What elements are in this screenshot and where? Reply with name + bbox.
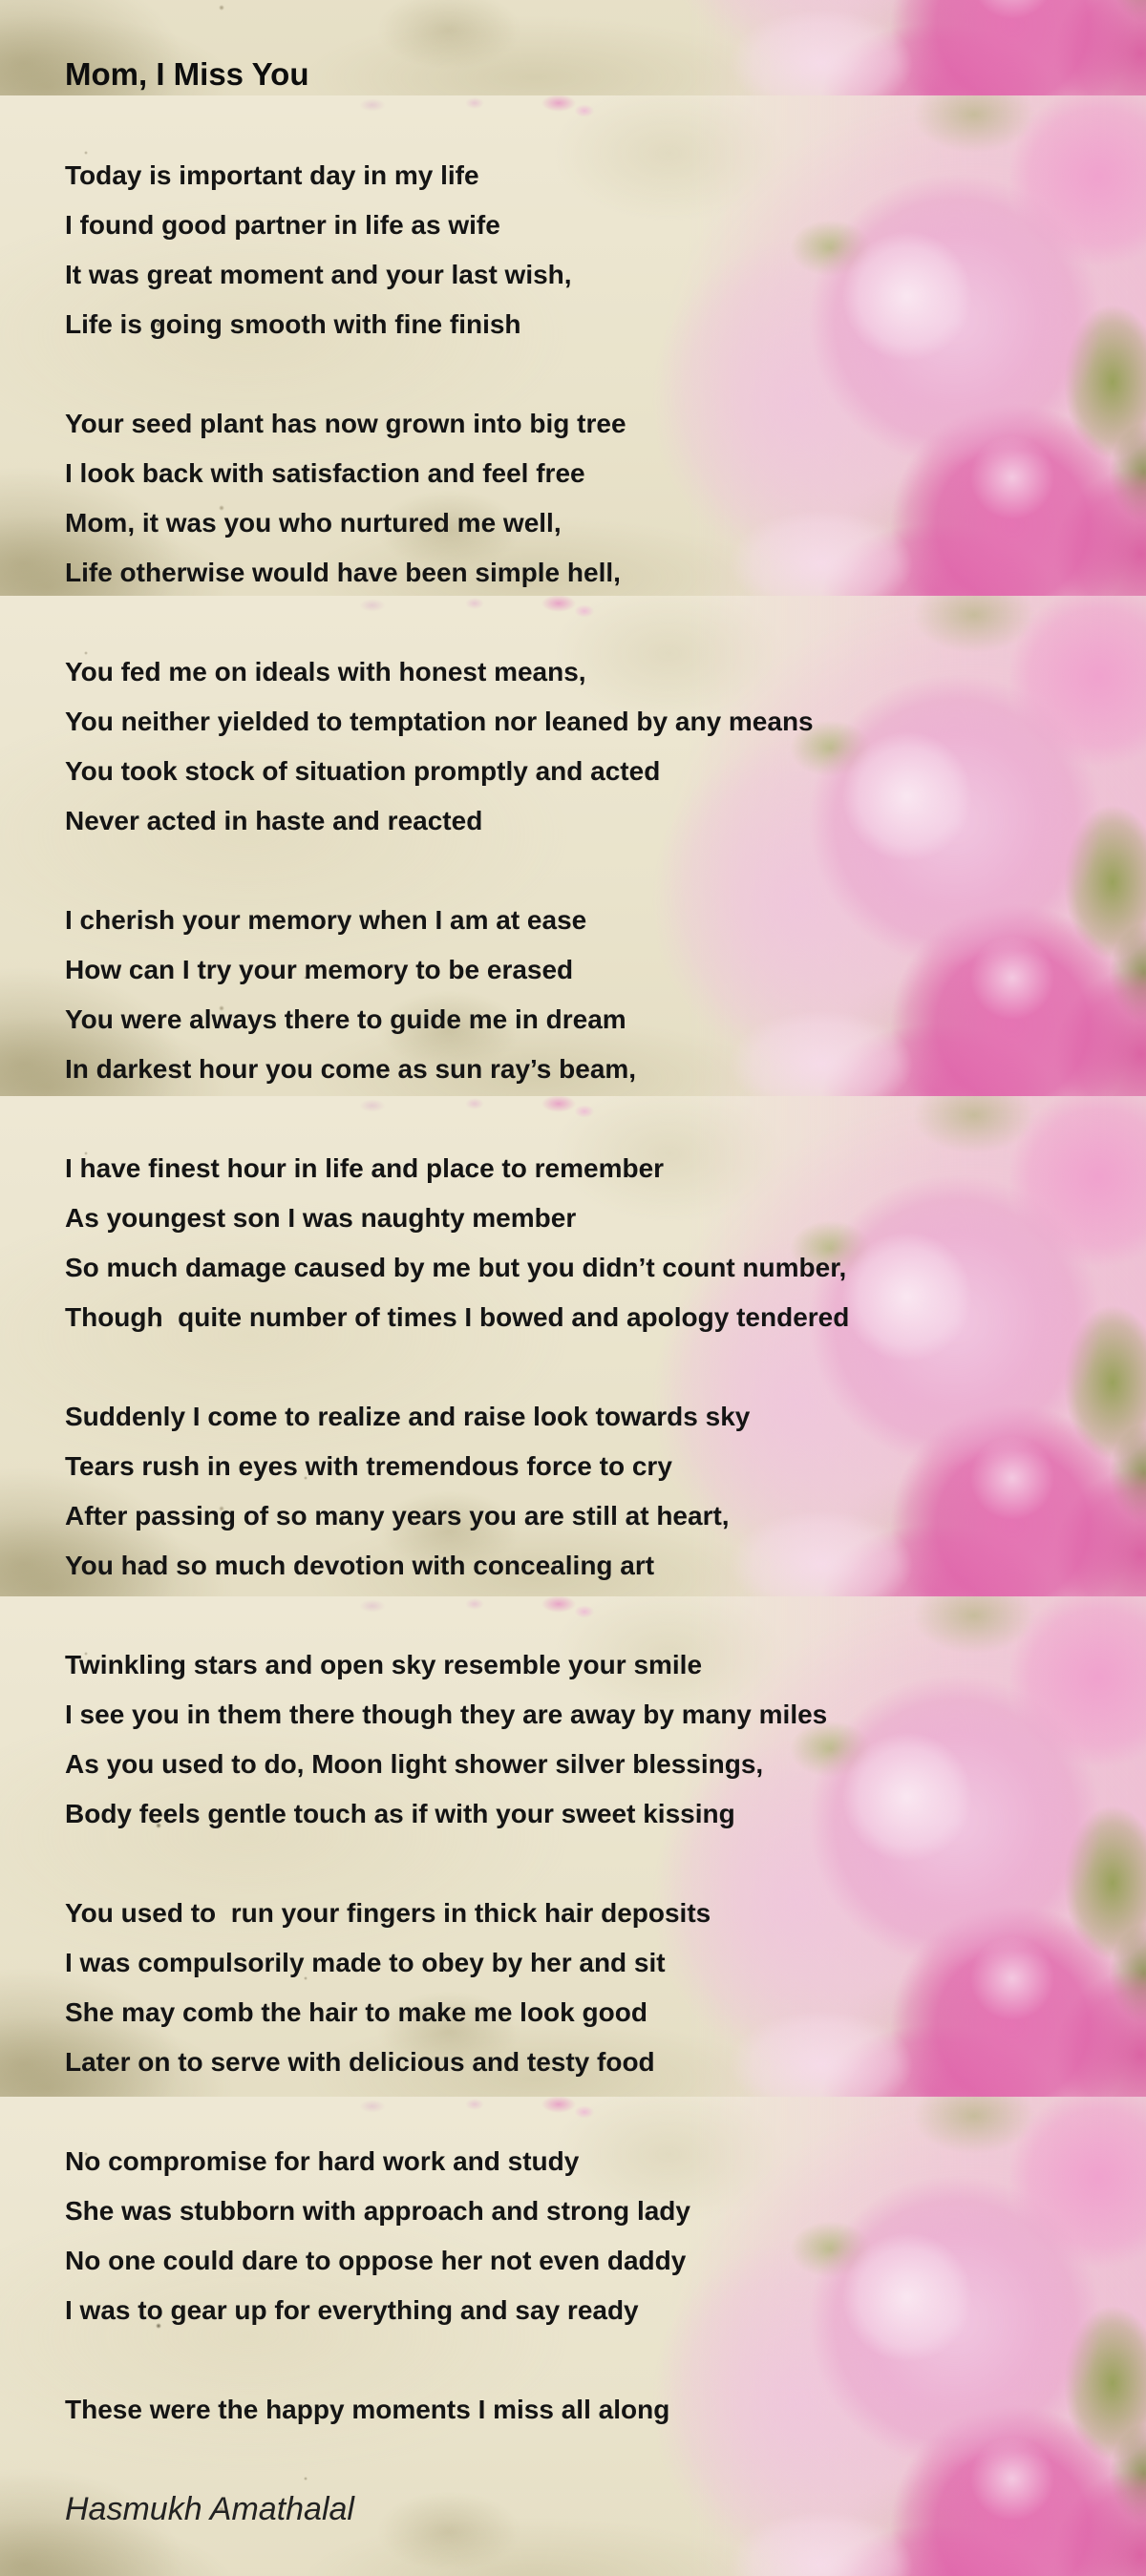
poem-line: She may comb the hair to make me look good <box>65 1997 647 2027</box>
stanza <box>65 151 1117 349</box>
poem-line: Life is going smooth with fine finish <box>65 309 521 339</box>
poem-line: Your seed plant has now grown into big tree <box>65 409 626 438</box>
stanza <box>65 399 1117 598</box>
poem-line: Mom, it was you who nurtured me well, <box>65 508 562 538</box>
poem-line: I cherish your memory when I am at ease <box>65 905 587 935</box>
poem-line: Later on to serve with delicious and testy food <box>65 2047 655 2077</box>
poem-line: You neither yielded to temptation nor leaned by any means <box>65 707 814 736</box>
poem-line: I have finest hour in life and place to remember <box>65 1153 665 1183</box>
poem-line: So much damage caused by me but you didn’t count number, <box>65 1253 847 1282</box>
stanza <box>65 1144 1117 1342</box>
stanza <box>65 2137 1117 2335</box>
poem-line: I was to gear up for everything and say ready <box>65 2295 639 2325</box>
poem-author-signature: Hasmukh Amathalal <box>65 2491 354 2527</box>
stanza <box>65 1640 1117 1839</box>
poem-line: Suddenly I come to realize and raise look towards sky <box>65 1402 751 1431</box>
poem-line: Today is important day in my life <box>65 160 479 190</box>
poem-line: Body feels gentle touch as if with your sweet kissing <box>65 1799 735 1828</box>
poem-content <box>65 55 1117 2534</box>
poem-line: You took stock of situation promptly and acted <box>65 756 661 786</box>
poem-line: It was great moment and your last wish, <box>65 260 572 289</box>
stanza <box>65 647 1117 846</box>
poem-line: Tears rush in eyes with tremendous force to cry <box>65 1451 672 1481</box>
poem-line: She was stubborn with approach and strong lady <box>65 2196 690 2226</box>
poem-line: You were always there to guide me in dream <box>65 1004 626 1034</box>
poem-line: How can I try your memory to be erased <box>65 955 574 984</box>
poem-line: No one could dare to oppose her not even daddy <box>65 2246 687 2275</box>
stanza <box>65 1392 1117 1591</box>
poem-line: Life otherwise would have been simple hell, <box>65 558 621 587</box>
poem-line: These were the happy moments I miss all along <box>65 2395 670 2424</box>
poem-line: You had so much devotion with concealing art <box>65 1551 655 1580</box>
poem-line: No compromise for hard work and study <box>65 2146 580 2176</box>
poem-line: I see you in them there though they are away by many miles <box>65 1700 828 1729</box>
poem-line: I look back with satisfaction and feel free <box>65 458 585 488</box>
poem-line: Twinkling stars and open sky resemble your smile <box>65 1650 703 1679</box>
poem-line: I found good partner in life as wife <box>65 210 500 240</box>
poem-body <box>65 151 1117 2435</box>
poem-line: As you used to do, Moon light shower silver blessings, <box>65 1749 764 1779</box>
poem-line: Though quite number of times I bowed and apology tendered <box>65 1302 850 1332</box>
stanza <box>65 896 1117 1094</box>
poem-line: In darkest hour you come as sun ray’s beam, <box>65 1054 637 1084</box>
poem-line: As youngest son I was naughty member <box>65 1203 577 1233</box>
stanza <box>65 2385 1117 2435</box>
poem-line: I was compulsorily made to obey by her and sit <box>65 1948 666 1977</box>
poem-line: After passing of so many years you are still at heart, <box>65 1501 730 1531</box>
poem-line: You used to run your fingers in thick hair deposits <box>65 1898 711 1928</box>
poem-line: You fed me on ideals with honest means, <box>65 657 586 686</box>
poem-title: Mom, I Miss You <box>65 56 309 92</box>
stanza <box>65 1889 1117 2087</box>
poem-line: Never acted in haste and reacted <box>65 806 483 835</box>
